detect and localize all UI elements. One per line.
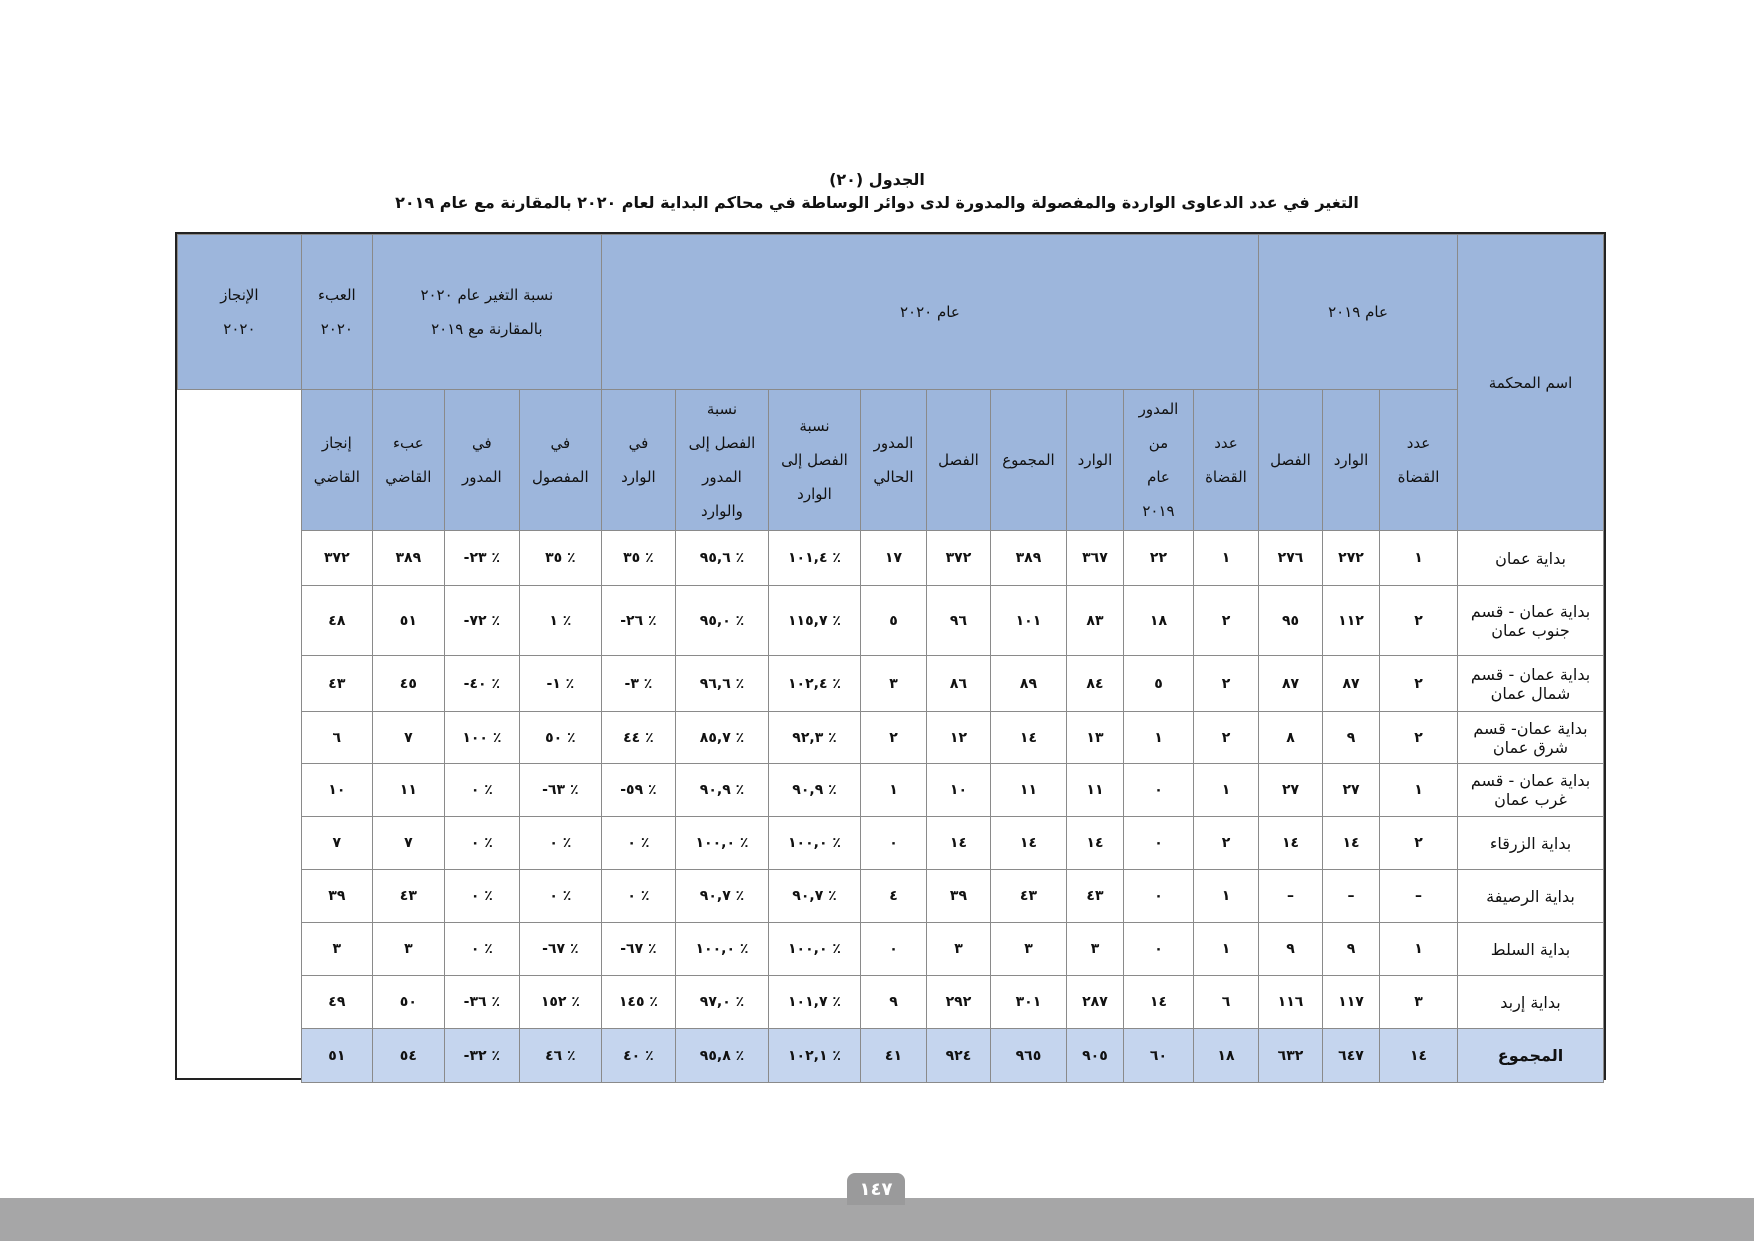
table-cell: ٣ <box>1380 976 1458 1029</box>
table-cell: ٩٠٥ <box>1066 1029 1123 1083</box>
table-cell: ١٤ <box>1066 817 1123 870</box>
table-cell: ٠ <box>860 817 926 870</box>
subheader-change-incoming: في الوارد <box>601 390 675 531</box>
table-cell: ٩ <box>1323 923 1380 976</box>
table-cell: ٨٤ <box>1066 656 1123 712</box>
year-2019-header: عام ٢٠١٩ <box>1258 235 1457 390</box>
table-row <box>178 764 1604 817</box>
achievement-line1: الإنجاز <box>220 286 259 304</box>
subheader-judge-burden: عبء القاضي <box>372 390 444 531</box>
table-cell: ١٢ <box>926 712 990 764</box>
table-cell: ٪ ٠ <box>444 764 519 817</box>
table-cell: ١١ <box>372 764 444 817</box>
table-cell: ٩٥ <box>1258 586 1322 656</box>
table-cell: ٠ <box>860 923 926 976</box>
table-cell: ٪ ٥٩- <box>601 764 675 817</box>
table-cell: ٢ <box>1193 712 1258 764</box>
table-row <box>178 531 1604 586</box>
table-cell: ٪ ٩٦,٦ <box>675 656 768 712</box>
year-2020-header: عام ٢٠٢٠ <box>601 235 1258 390</box>
table-cell: ٪ ٩٥,٦ <box>675 531 768 586</box>
table-cell: ٤٣ <box>372 870 444 923</box>
table-cell: ٤٣ <box>1066 870 1123 923</box>
table-cell: ٦ <box>301 712 372 764</box>
table-cell: ٩ <box>1258 923 1322 976</box>
table-cell: ٣ <box>926 923 990 976</box>
table-cell: ١ <box>1193 923 1258 976</box>
table-cell: ١٤ <box>1380 1029 1458 1083</box>
table-cell: ٣٠١ <box>990 976 1066 1029</box>
subheader-decided-2019: الفصل <box>1258 390 1322 531</box>
table-cell: ٪ ٢٣- <box>444 531 519 586</box>
table-cell: ٪ ١٠١,٤ <box>768 531 860 586</box>
table-cell: ٩٢٤ <box>926 1029 990 1083</box>
table-cell: ١ <box>1193 764 1258 817</box>
table-cell: ٪ ٨٥,٧ <box>675 712 768 764</box>
table-cell: ١٤ <box>990 817 1066 870</box>
table-cell: ٣٩ <box>301 870 372 923</box>
table-cell: ٪ ٥٠ <box>519 712 601 764</box>
table-cell: ٩ <box>860 976 926 1029</box>
table-cell: ٦٣٢ <box>1258 1029 1322 1083</box>
table-cell: ٤ <box>860 870 926 923</box>
table-cell: ١٠١ <box>990 586 1066 656</box>
table-cell: ٪ ٠ <box>601 817 675 870</box>
table-cell: ٪ ٠ <box>601 870 675 923</box>
table-cell: ١٣ <box>1066 712 1123 764</box>
table-cell: ٤٨ <box>301 586 372 656</box>
table-cell: ٤١ <box>860 1029 926 1083</box>
table-cell: ٥ <box>1123 656 1193 712</box>
table-cell: ٤٣ <box>301 656 372 712</box>
change-ratio-line1: نسبة التغير عام ٢٠٢٠ <box>420 286 554 304</box>
subheader-current-carried: المدور الحالي <box>860 390 926 531</box>
table-row <box>178 817 1604 870</box>
table-cell: ٢ <box>1380 656 1458 712</box>
table-cell: ٣ <box>372 923 444 976</box>
data-table-container <box>175 232 1606 1080</box>
table-cell: ١ <box>860 764 926 817</box>
table-cell: ١ <box>1193 531 1258 586</box>
table-cell: ٩ <box>1323 712 1380 764</box>
table-row <box>178 712 1604 764</box>
table-cell: ٪ ٩٢,٣ <box>768 712 860 764</box>
table-cell: ٪ ٩٠,٩ <box>768 764 860 817</box>
subheader-ratio-decided-incoming: نسبة الفصل إلى الوارد <box>768 390 860 531</box>
table-cell: ٢ <box>1193 817 1258 870</box>
table-cell: ٥١ <box>372 586 444 656</box>
table-cell: ٣٧٢ <box>301 531 372 586</box>
table-cell: ٪ ١ <box>519 586 601 656</box>
court-name-cell: بداية الزرقاء <box>1458 817 1604 870</box>
table-cell: ١٨ <box>1123 586 1193 656</box>
table-cell: ١٠ <box>301 764 372 817</box>
table-cell: ٨٧ <box>1323 656 1380 712</box>
table-cell: ٨٧ <box>1258 656 1322 712</box>
table-cell: ٢٩٢ <box>926 976 990 1029</box>
court-name-cell: المجموع <box>1458 1029 1604 1083</box>
table-cell: – <box>1323 870 1380 923</box>
table-cell: ٢٨٧ <box>1066 976 1123 1029</box>
table-cell: ٪ ٦٧- <box>519 923 601 976</box>
table-row <box>178 586 1604 656</box>
table-cell: ٧ <box>372 712 444 764</box>
table-cell: ١١ <box>1066 764 1123 817</box>
table-cell: ٢٢ <box>1123 531 1193 586</box>
subheader-incoming-2019: الوارد <box>1323 390 1380 531</box>
table-cell: ٣ <box>860 656 926 712</box>
table-cell: ٠ <box>1123 817 1193 870</box>
table-cell: ٠ <box>1123 923 1193 976</box>
court-name-cell: بداية عمان <box>1458 531 1604 586</box>
table-cell: ١٤ <box>990 712 1066 764</box>
table-cell: ٪ ١٠٠,٠ <box>675 923 768 976</box>
table-cell: ١٤ <box>1123 976 1193 1029</box>
table-cell: ٪ ١٠٠,٠ <box>768 817 860 870</box>
court-name-cell: بداية عمان - قسم جنوب عمان <box>1458 586 1604 656</box>
table-cell: ٪ ٧٢- <box>444 586 519 656</box>
table-cell: ٪ ١٠٠ <box>444 712 519 764</box>
subheader-change-carried: في المدور <box>444 390 519 531</box>
table-cell: ١٤ <box>1258 817 1322 870</box>
table-cell: ٪ ٢٦- <box>601 586 675 656</box>
table-cell: ٪ ٦٣- <box>519 764 601 817</box>
table-cell: ١٧ <box>860 531 926 586</box>
court-name-header: اسم المحكمة <box>1458 235 1604 531</box>
achievement-line2: ٢٠٢٠ <box>223 320 256 338</box>
table-title: التغير في عدد الدعاوى الواردة والمفصولة والمدورة لدى دوائر الوساطة في محاكم البداية لعام ٢٠٢٠ بالمقارنة مع عام ٢٠١٩ <box>395 193 1359 212</box>
page-number: ١٤٧ <box>847 1173 905 1205</box>
table-cell: ٣٨٩ <box>990 531 1066 586</box>
burden-line2: ٢٠٢٠ <box>320 320 353 338</box>
table-cell: ٪ ٣٢- <box>444 1029 519 1083</box>
table-cell: ٪ ٩٠,٧ <box>675 870 768 923</box>
achievement-header <box>178 235 302 390</box>
burden-header <box>301 235 372 390</box>
table-row <box>178 923 1604 976</box>
table-cell: ١ <box>1380 531 1458 586</box>
table-cell: ٠ <box>1123 764 1193 817</box>
court-name-cell: بداية السلط <box>1458 923 1604 976</box>
table-cell: ٪ ٩٠,٩ <box>675 764 768 817</box>
table-cell: ٩٦ <box>926 586 990 656</box>
table-cell: ١٠ <box>926 764 990 817</box>
table-cell: ٪ ٤٠- <box>444 656 519 712</box>
table-cell: ٢٧٢ <box>1323 531 1380 586</box>
subheader-change-decided: في المفصول <box>519 390 601 531</box>
table-cell: ٪ ٩٥,٨ <box>675 1029 768 1083</box>
table-cell: ٪ ٠ <box>444 870 519 923</box>
table-cell: ٧ <box>372 817 444 870</box>
table-cell: ٣٩ <box>926 870 990 923</box>
subheader-decided-2020: الفصل <box>926 390 990 531</box>
table-cell: ٪ ١٠٢,٤ <box>768 656 860 712</box>
table-cell: ٪ ٤٤ <box>601 712 675 764</box>
table-cell: ٪ ٣٥ <box>519 531 601 586</box>
table-cell: ٤٩ <box>301 976 372 1029</box>
table-cell: ٣ <box>990 923 1066 976</box>
table-row <box>178 656 1604 712</box>
table-cell: ٢٧٦ <box>1258 531 1322 586</box>
table-cell: ٨٣ <box>1066 586 1123 656</box>
table-cell: ٪ ١٠٢,١ <box>768 1029 860 1083</box>
subheader-ratio-decided-carried-incoming: نسبة الفصل إلى المدور والوارد <box>675 390 768 531</box>
table-cell: ٢ <box>1380 817 1458 870</box>
table-cell: ١٤ <box>1323 817 1380 870</box>
table-cell: ٪ ٤٠ <box>601 1029 675 1083</box>
court-name-cell: بداية عمان - قسم شمال عمان <box>1458 656 1604 712</box>
table-cell: – <box>1380 870 1458 923</box>
table-cell: ٣٦٧ <box>1066 531 1123 586</box>
table-cell: ٩٦٥ <box>990 1029 1066 1083</box>
table-cell: ٪ ٠ <box>519 817 601 870</box>
court-name-cell: بداية إربد <box>1458 976 1604 1029</box>
court-name-cell: بداية عمان - قسم غرب عمان <box>1458 764 1604 817</box>
table-cell: ٥٠ <box>372 976 444 1029</box>
table-cell: ١ <box>1123 712 1193 764</box>
table-cell: ٪ ٣٥ <box>601 531 675 586</box>
table-caption <box>0 168 1754 214</box>
change-ratio-line2: بالمقارنة مع ٢٠١٩ <box>431 320 543 338</box>
table-row <box>178 976 1604 1029</box>
table-cell: ٤٣ <box>990 870 1066 923</box>
table-cell: ٪ ١- <box>519 656 601 712</box>
table-cell: ٪ ٦٧- <box>601 923 675 976</box>
mediation-cases-table <box>177 234 1604 1083</box>
table-cell: ٢ <box>860 712 926 764</box>
table-cell: ٢٧ <box>1258 764 1322 817</box>
table-cell: ١ <box>1380 764 1458 817</box>
table-cell: ٪ ٠ <box>444 817 519 870</box>
table-cell: ٣٨٩ <box>372 531 444 586</box>
table-cell: ٢ <box>1380 586 1458 656</box>
table-cell: ٦ <box>1193 976 1258 1029</box>
table-cell: ١١٧ <box>1323 976 1380 1029</box>
subheader-judges-2019: عدد القضاة <box>1380 390 1458 531</box>
table-cell: ٪ ١٠٠,٠ <box>675 817 768 870</box>
table-cell: ٪ ٣- <box>601 656 675 712</box>
table-cell: ٥١ <box>301 1029 372 1083</box>
table-cell: ٪ ١٠١,٧ <box>768 976 860 1029</box>
table-cell: ١١٦ <box>1258 976 1322 1029</box>
table-cell: ٦٤٧ <box>1323 1029 1380 1083</box>
table-cell: ٪ ٠ <box>444 923 519 976</box>
table-cell: ١ <box>1380 923 1458 976</box>
subheader-total-2020: المجموع <box>990 390 1066 531</box>
table-cell: ٧ <box>301 817 372 870</box>
table-cell: ٣ <box>1066 923 1123 976</box>
table-cell: ٥٤ <box>372 1029 444 1083</box>
table-cell: ١٤ <box>926 817 990 870</box>
total-row <box>178 1029 1604 1083</box>
table-cell: ٪ ٤٦ <box>519 1029 601 1083</box>
table-cell: ٨٦ <box>926 656 990 712</box>
table-cell: ٪ ١١٥,٧ <box>768 586 860 656</box>
table-cell: ١١ <box>990 764 1066 817</box>
table-cell: ٢ <box>1193 586 1258 656</box>
table-cell: ١٨ <box>1193 1029 1258 1083</box>
table-cell: ٪ ٠ <box>519 870 601 923</box>
table-cell: ٪ ٩٠,٧ <box>768 870 860 923</box>
table-cell: ٠ <box>1123 870 1193 923</box>
table-row <box>178 870 1604 923</box>
subheader-incoming-2020: الوارد <box>1066 390 1123 531</box>
subheader-judge-achievement: إنجاز القاضي <box>301 390 372 531</box>
table-cell: ٦٠ <box>1123 1029 1193 1083</box>
table-cell: ٪ ١٥٢ <box>519 976 601 1029</box>
table-cell: ٪ ٩٥,٠ <box>675 586 768 656</box>
subheader-judges-2020: عدد القضاة <box>1193 390 1258 531</box>
table-cell: ٪ ٣٦- <box>444 976 519 1029</box>
table-cell: ٢٧ <box>1323 764 1380 817</box>
table-cell: ١ <box>1193 870 1258 923</box>
change-ratio-header <box>372 235 601 390</box>
subheader-carried-from-2019: المدور من عام ٢٠١٩ <box>1123 390 1193 531</box>
court-name-cell: بداية عمان- قسم شرق عمان <box>1458 712 1604 764</box>
table-cell: ٣٧٢ <box>926 531 990 586</box>
table-cell: – <box>1258 870 1322 923</box>
table-cell: ٢ <box>1380 712 1458 764</box>
table-cell: ٨٩ <box>990 656 1066 712</box>
burden-line1: العبء <box>317 286 356 304</box>
table-cell: ١١٢ <box>1323 586 1380 656</box>
court-name-cell: بداية الرصيفة <box>1458 870 1604 923</box>
table-cell: ٤٥ <box>372 656 444 712</box>
table-cell: ٨ <box>1258 712 1322 764</box>
table-cell: ٪ ١٠٠,٠ <box>768 923 860 976</box>
table-cell: ٥ <box>860 586 926 656</box>
table-cell: ٢ <box>1193 656 1258 712</box>
table-cell: ٪ ٩٧,٠ <box>675 976 768 1029</box>
table-cell: ٣ <box>301 923 372 976</box>
table-label: الجدول (٢٠) <box>829 170 925 189</box>
table-cell: ٪ ١٤٥ <box>601 976 675 1029</box>
